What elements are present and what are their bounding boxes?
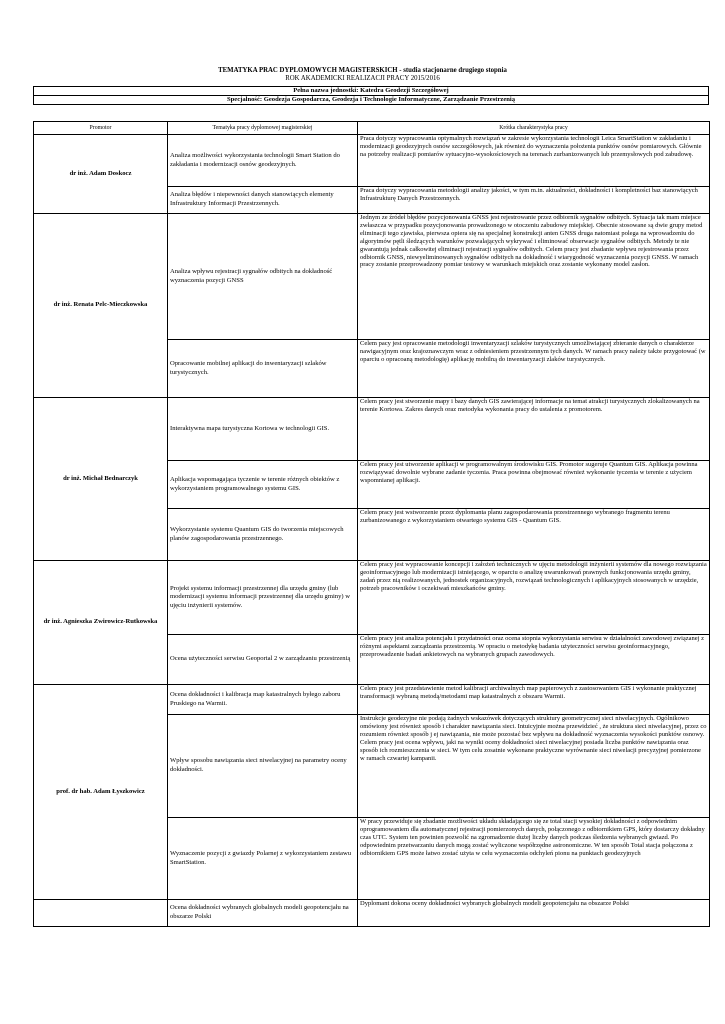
description-cell: Instrukcje geodezyjne nie podają żadnych wskazówek dotyczących struktury geometrycznej sieci niwelacyjnych. Ogólnikowo omówiony jest również sposób i charakter nawiązania sieci. Intuicyjnie można przewidzieć , że struktura sieci niwelacyjnej, przez co rozumiem również sposób j ej nawiązania, nie może pozostać bez wpływu na dokładność wyznaczenia wysokości punktów osnowy. Celem pracy jest ocena wpływu, jaki na wyniki oceny dokładności sieci niwelacyjnej posiada liczba punktów nawiązania oraz sposób ich rozmieszczenia w sieci. W tym celu zosatnie wykonane praktyczne wyrównanie sieci niwelacji precyzyjnej pomierzone w ramach czwartej kampanii. [358, 715, 710, 818]
promotor-cell: dr inż. Agnieszka Zwirowicz-Rutkowska [34, 561, 168, 685]
topic-cell: Analiza błędów i niepewności danych stanowiących elementy Infrastruktury Informacji Przestrzennych. [168, 187, 358, 214]
topic-cell: Opracowanie mobilnej aplikacji do inwentaryzacji szlaków turystycznych. [168, 340, 358, 398]
table-row [34, 900, 710, 927]
description-cell: Dyplomant dokona oceny dokładności wybranych globalnych modeli geopotencjału na obszarze Polski [358, 900, 710, 927]
description-cell: Celem pracy jest analiza potencjału i przydatności oraz ocena stopnia wykorzystania serwisu w działalności zawodowej związanej z różnymi aspektami zarządzania przestrzenią. W opraciu o metodykę badania użyteczności serwisu geoinformacyjnego, przeprowadzenie badań ankietowych na wybranych grupach zawodowych. [358, 635, 710, 685]
description-cell: Celem pracy jest wstworzenie przez dyplomanta planu zagospodarowania przestrzennego wybranego fragmentu terenu zurbanizowanego z wykorzystaniem otwartego systemu GIS - Quantum GIS. [358, 509, 710, 561]
description-cell: Celem pracy jest stworzenie mapy i bazy danych GIS zawierającej informacje na temat atrakcji turystycznych zlokalizowanych na terenie Kortowa. Zakres danych oraz metodyka wykonania pracy do ustalenia z promotorem. [358, 398, 710, 461]
topic-cell: Analiza wpływu rejestracji sygnałów odbitych na dokładność wyznaczenia pozycji GNSS [168, 214, 358, 340]
academic-year: ROK AKADEMICKI REALIZACJI PRACY 2015/2016 [285, 75, 440, 82]
topic-cell: Wpływ sposobu nawiązania sieci niwelacyjnej na parametry oceny dokładności. [168, 715, 358, 818]
thesis-topics-table [33, 121, 710, 927]
description-cell [358, 135, 710, 187]
description-cell: Jednym ze źródeł błędów pozycjonowania GNSS jest rejestrowanie przez odbiornik sygnałów odbitych. Sytuacja tak mam miejsce zwłaszcza w przypadku pozycjonowania prowadzonego w otoczeniu zabudowy miejskiej. Obecnie stosowane są dwie grupy metod eliminacji tego zjawiska, pierwsza opiera się na specjalnej konstrukcji anten GNSS druga natomiast polega na wprowadzeniu do algorytmów pętli śledzących warunków pozwalających wykrywać i eliminować obserwacje sygnałów odbitych. Metody te nie gwarantują jednak całkowitej eliminacji rejestracji sygnałów odbitych. Celem pracy jest zbadanie wpływu rejestrowania przez odbiornik GNSS, niewyeliminowanych sygnałów odbitych na dokładność i wiarygodność wyznaczenia pozycji GNSS. W ramach pracy zostanie przeprowadzony pomiar testowy w warunkach miejskich oraz zostanie wykonany model zasłon. [358, 214, 710, 340]
column-header-promotor: Promotor [34, 122, 168, 135]
description-cell: W pracy przewiduje się zbadanie możliwości układu składającego się ze total stacji wysokiej dokładności z odpowiednim oprogramowaniem dla automatycznej rejestracji pomierzonych danych, połączonego z odbiornikiem GPS, który dostarczy dokładny czas UTC. System ten powinien pozwolić na zgromadzenie dużej liczby danych podczas śledzenia wybranych gwiazd. Po odpowiednim przetwarzaniu danych mogą zostać wyliczone współrzędne astronomiczne. W ten sposób Total stacja połączona z odbiornikiem GPS może łatwo zostać użyta w celu wyznaczenia odchyleń pionu na punktach geodezyjnych [358, 818, 710, 900]
table-row [34, 685, 710, 715]
promotor-cell: dr inż. Adam Doskocz [34, 135, 168, 214]
topic-cell: Ocena dokładności wybranych globalnych modeli geopotencjału na obszarze Polski [168, 900, 358, 927]
description-text: Praca dotyczy wypracowania optymalnych rozwiązań w zakresie wykorzystania technologii Leica SmartStation w zakładaniu i modernizacji geodezyjnych osnów szczegółowych, jak również do wyznaczenia położenia punktów osnów pomiarowych. Głównie na potrzeby realizacji pomiarów sytuacyjno-wysokościowych na terenach zurbanizowanych lub przemysłowych pod zabudowę. [360, 135, 702, 158]
topic-cell: Projekt systemu informacji przestrzennej dla urzędu gminy (lub modernizacji systemu informacji przestrzennej dla urzędu gminy) w ujęciu inżynierii systemów. [168, 561, 358, 635]
promotor-cell: prof. dr hab. Adam Łyszkowicz [34, 685, 168, 900]
description-cell: Celem pracy jest utworzenie aplikacji w programowalnym środowisku GIS. Promotor sugeruje Quantum GIS. Aplikacja powinna rozwiązywać dowolnie wybrane zadanie tyczenia. Praca powinna obejmować również wykonanie tyczenia w terenie z użyciem wspomnianej aplikacji. [358, 461, 710, 509]
column-header-topic: Tematyka pracy dyplomowej magisterskiej [168, 122, 358, 135]
topic-cell: Aplikacja wspomagająca tyczenie w terenie różnych obiektów z wykorzystaniem programowalnego systemu GIS. [168, 461, 358, 509]
description-cell: Praca dotyczy wypracowania metodologii analizy jakości, w tym m.in. aktualności, dokładności i kompletności baz stanowiących Infrastrukturę Danych Przestrzennych. [358, 187, 710, 214]
promotor-cell: dr inż. Michał Bednarczyk [34, 398, 168, 561]
topic-cell: Wykorzystanie systemu Quantum GIS do tworzenia miejscowych planów zagospodarowania przestrzennego. [168, 509, 358, 561]
document-title: TEMATYKA PRAC DYPLOMOWYCH MAGISTERSKICH - studia stacjonarne drugiego stopnia [218, 67, 507, 74]
table-row [34, 398, 710, 461]
topic-cell: Wyznaczenie pozycji z gwiazdy Polarnej z wykorzystaniem zestawu SmartStation. [168, 818, 358, 900]
promotor-cell: dr inż. Renata Pelc-Mieczkowska [34, 214, 168, 398]
description-cell: Celem pracy jest wypracowanie koncepcji i założeń technicznych w ujęciu metodologii inżynierii systemów dla nowego rozwiązania geoinformacyjnego lub modernizacji istniejącego, w oparciu o analizę uwarunkowań prawnych funkcjonowania urzędu gminy, zadań przez nią realizowanych, jednostek organizacyjnych, rozwiązań technologicznych i aplikacyjnych stosowanych w urzędzie, potrzeb pracowników i oczekiwań mieszkańców gminy. [358, 561, 710, 635]
table-row [34, 135, 710, 187]
description-cell: Celem pracy jest przedstawienie metod kalibracji archiwalnych map papierowych z zastosowaniem GIS i wykonanie praktycznej transformacji wybraną metodą/metodami map katastralnych z obszaru Warmii. [358, 685, 710, 715]
unit-name-row: Pełna nazwa jednostki: Katedra Geodezji Szczegółowej [33, 86, 709, 96]
topic-cell: Ocena użyteczności serwisu Geoportal 2 w zarządzaniu przestrzenią [168, 635, 358, 685]
table-row [34, 561, 710, 635]
table-row [34, 214, 710, 340]
column-header-description: Krótka charakterystyka pracy [358, 122, 710, 135]
topic-cell: Interaktywna mapa turystyczna Kortowa w technologii GIS. [168, 398, 358, 461]
promotor-cell [34, 900, 168, 927]
topic-cell: Ocena dokładności i kalibracja map katastralnych byłego zaboru Pruskiego na Warmii. [168, 685, 358, 715]
specialty-row: Specjalność: Geodezja Gospodarcza, Geodezja i Technologie Informatyczne, Zarządzanie Przestrzenią [33, 95, 709, 105]
description-cell: Celem pacy jest opracowanie metodologii inwentaryzacji szlaków turystycznych umożliwiającej zbieranie danych o charakterze nawigacyjnym oraz krajoznawczym wraz z odniesieniem przestrzennym tych danych. W ramach pracy należy także przygotować (w oparciu o opracoaną metodologię) aplikację mobilną do inwentaryzacji zlaków turystycznych. [358, 340, 710, 398]
topic-cell: Analiza możliwości wykorzystania technologii Smart Station do zakładania i modernizacji osnów geodezyjnych. [168, 135, 358, 187]
